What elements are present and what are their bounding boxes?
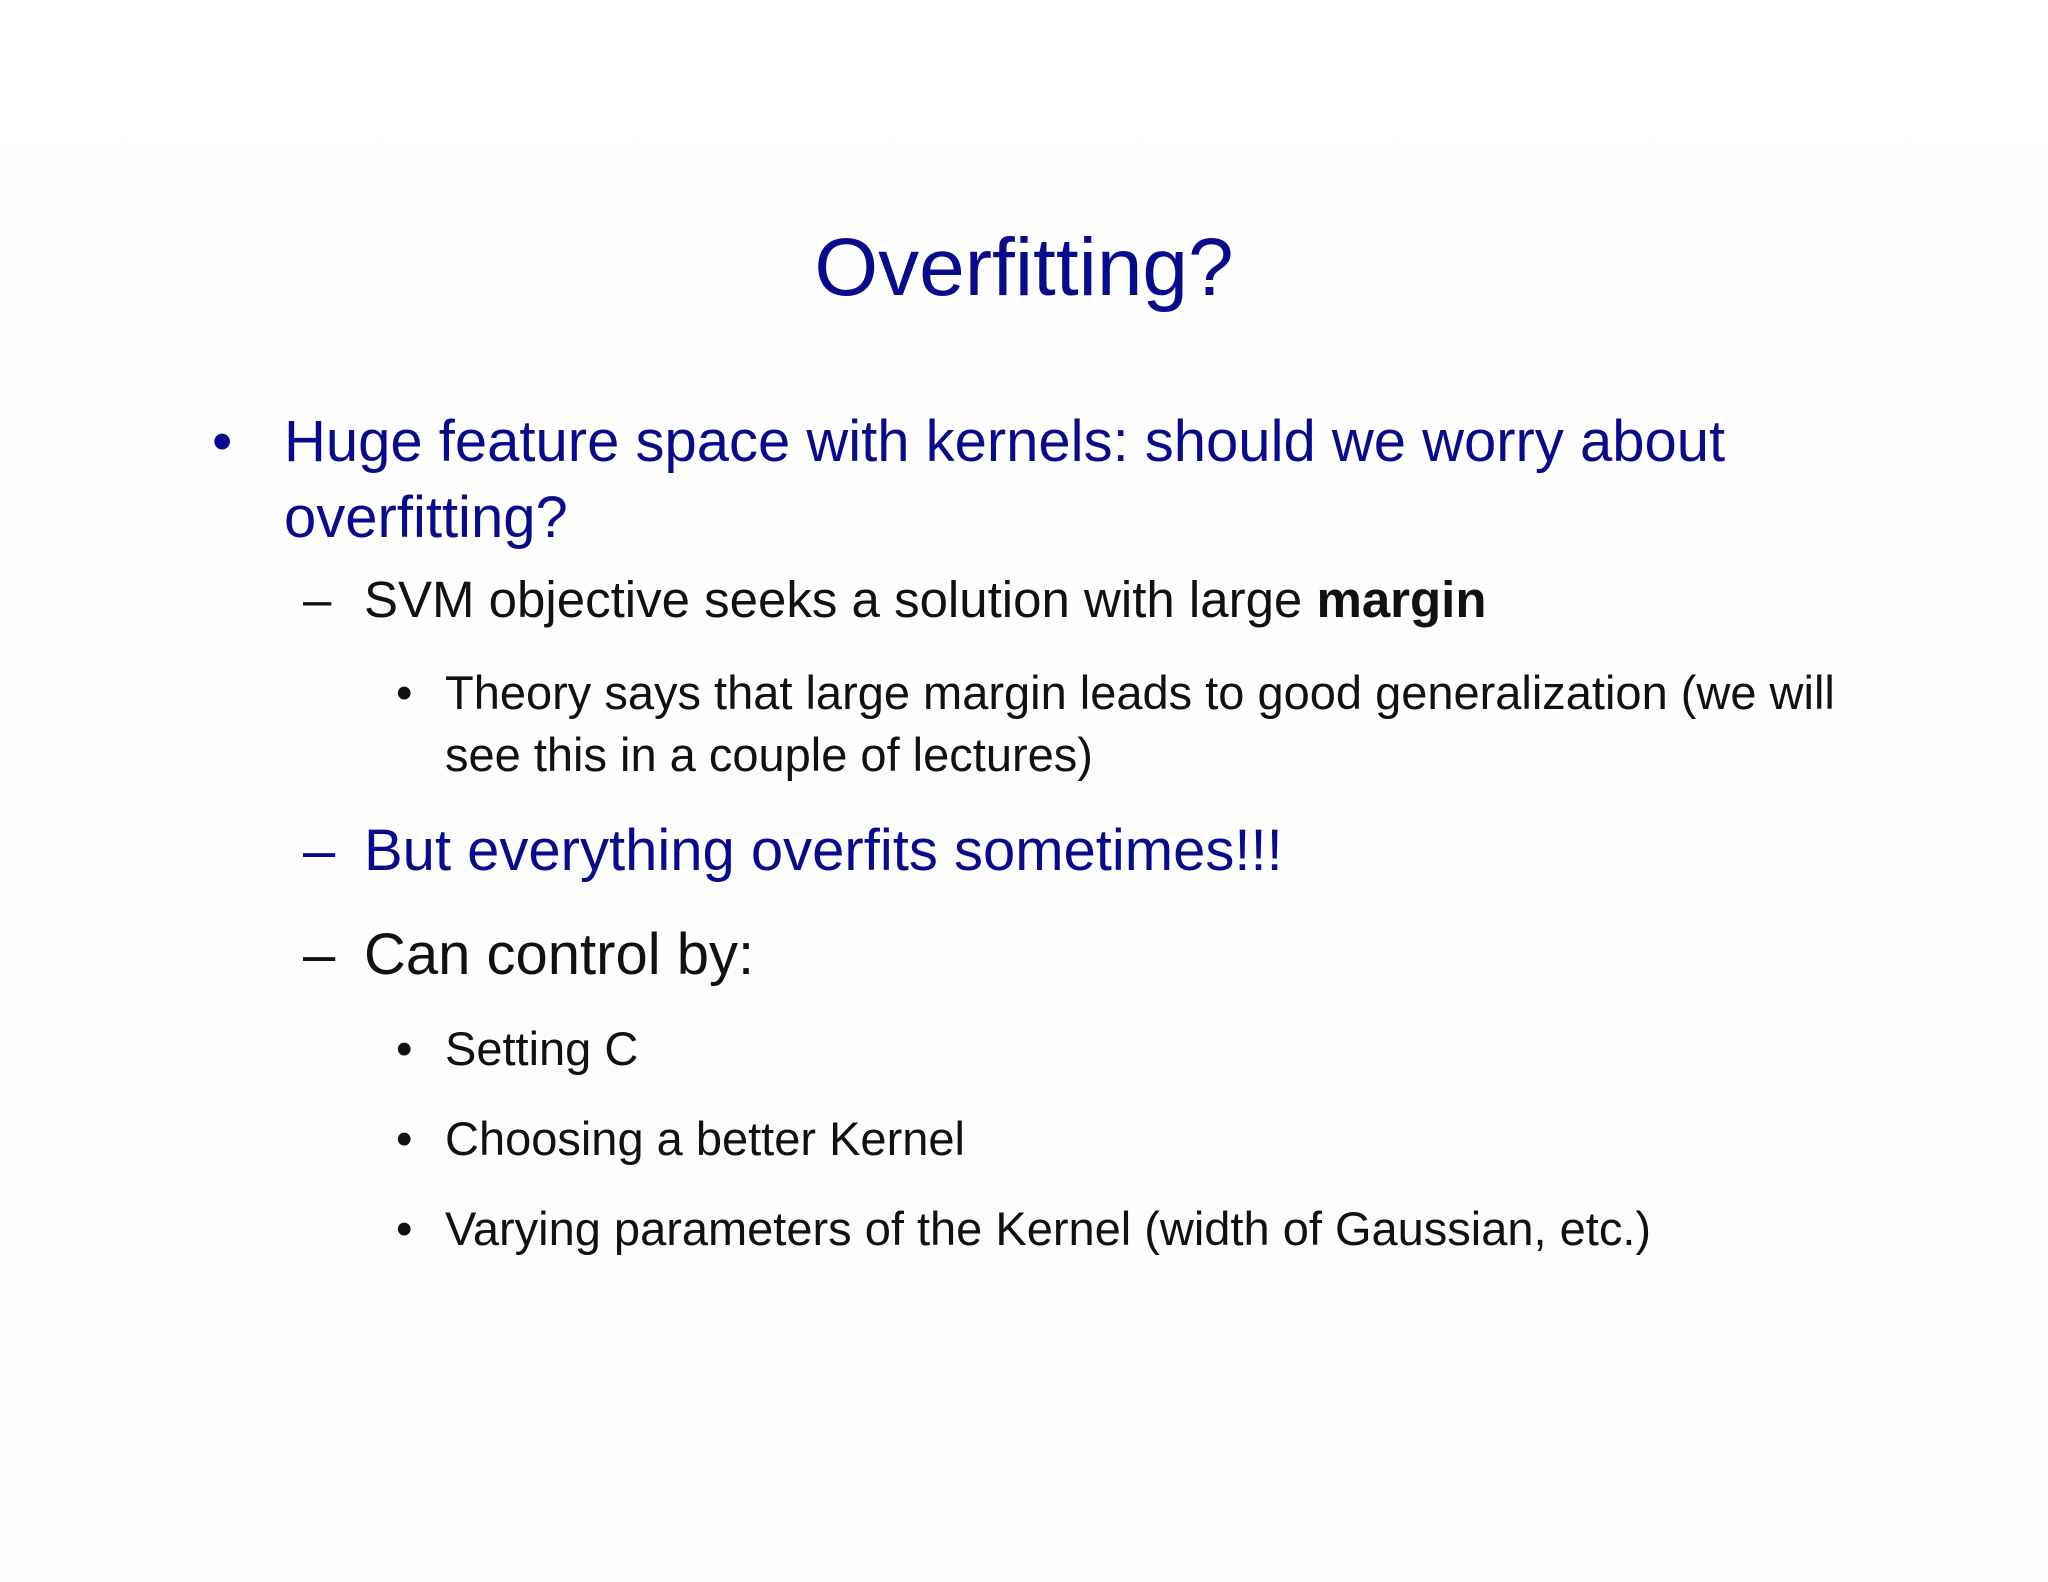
slide-title: Overfitting? [814, 222, 1234, 313]
nested-bullet-text: Varying parameters of the Kernel (width of Gaussian, etc.) [445, 1202, 1652, 1255]
nested-bullet-text: Choosing a better Kernel [445, 1112, 965, 1165]
bullet-marker: • [396, 1022, 413, 1075]
nested-bullet-text: Theory says that large margin leads to good generalization (we will see this in a couple of lectures) [445, 666, 1835, 781]
bullet-text: Huge feature space with kernels: should we worry about overfitting? [284, 409, 1726, 550]
dash-marker: – [303, 818, 336, 883]
sub-bullet-text: Can control by: [364, 922, 755, 987]
bullet-marker: • [212, 409, 233, 474]
bullet-marker: • [396, 1202, 413, 1255]
sub-bullet-text-plain: SVM objective seeks a solution with large [364, 571, 1317, 628]
sub-bullet-text: But everything overfits sometimes!!! [364, 818, 1283, 883]
dash-marker: – [303, 571, 332, 628]
bullet-marker: • [396, 666, 413, 719]
bold-term-margin: margin [1316, 571, 1487, 628]
bullet-marker: • [396, 1112, 413, 1165]
sub-bullet-text [364, 568, 1487, 632]
dash-marker: – [303, 922, 336, 987]
nested-bullet-text: Setting C [445, 1022, 639, 1075]
